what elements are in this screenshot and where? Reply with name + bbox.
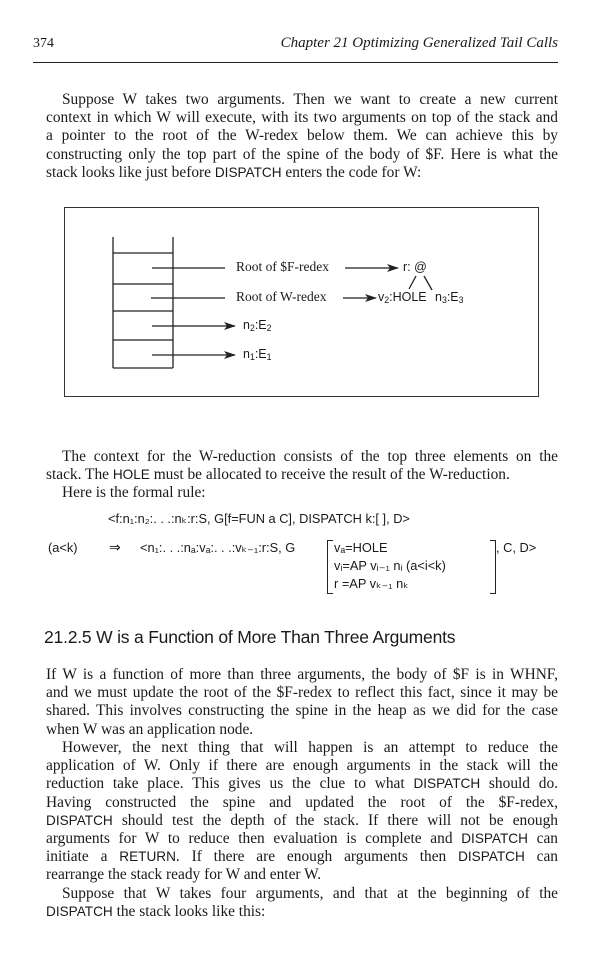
text-line: reduction take place. This gives us the clue to what DISPATCH should do. bbox=[46, 775, 558, 793]
rule-rhs-suffix: , C, D> bbox=[496, 540, 537, 555]
keyword: DISPATCH bbox=[413, 776, 481, 792]
paragraph-four-args bbox=[46, 885, 558, 921]
text-line: initiate a RETURN. If there are enough arguments then DISPATCH can bbox=[46, 848, 558, 866]
keyword: DISPATCH bbox=[461, 830, 528, 846]
node-subscript: 1 bbox=[249, 352, 255, 362]
text-line: Suppose W takes two arguments. Then we want to create a new current bbox=[62, 91, 558, 108]
page-number: 374 bbox=[33, 36, 54, 51]
node-text: :E bbox=[254, 347, 267, 361]
rule-condition: (a<k) bbox=[48, 540, 78, 555]
node-subscript: 2 bbox=[249, 323, 255, 333]
node-n1-e1 bbox=[243, 347, 272, 362]
node-text: :E bbox=[446, 290, 459, 304]
text-line: a pointer to the root of the W-redex below them. We can achieve this by bbox=[46, 127, 558, 145]
keyword: DISPATCH bbox=[46, 812, 113, 828]
node-subscript: 1 bbox=[266, 352, 272, 362]
paragraph-dispatch bbox=[46, 739, 558, 885]
section-heading: 21.2.5 W is a Function of More Than Three Arguments bbox=[44, 627, 456, 647]
bracket-line: vₐ=HOLE bbox=[334, 540, 388, 555]
node-v2-hole bbox=[378, 290, 427, 305]
node-text: n bbox=[243, 347, 250, 361]
text-line: DISPATCH should test the depth of the stack. If there will not be enough bbox=[46, 811, 558, 829]
node-subscript: 3 bbox=[458, 295, 464, 305]
keyword: RETURN bbox=[119, 849, 176, 865]
node-text: v bbox=[378, 290, 385, 304]
text-line: stack looks like just before DISPATCH enters the code for W: bbox=[46, 163, 422, 181]
node-text: n bbox=[243, 318, 250, 332]
text-line: shared. This involves constructing the spine in the heap as we did for the case bbox=[46, 702, 558, 720]
text-line: application of W. Only if there are enough arguments in the stack will the bbox=[46, 757, 558, 775]
text-line: context in which W will execute, with its two arguments on top of the stack and bbox=[46, 109, 558, 127]
paragraph-whnf bbox=[46, 666, 558, 739]
node-n3-e3 bbox=[435, 290, 464, 305]
tree-edge-right bbox=[424, 276, 432, 290]
text-line: DISPATCH the stack looks like this: bbox=[46, 903, 266, 921]
bracket-line: r =AP vₖ₋₁ nₖ bbox=[334, 576, 409, 591]
keyword: DISPATCH bbox=[46, 904, 113, 920]
text-line: stack. The HOLE must be allocated to receive the result of the W-reduction. bbox=[46, 466, 510, 484]
running-title: Chapter 21 Optimizing Generalized Tail Calls bbox=[280, 35, 558, 51]
text-line: arguments for W to reduce then evaluation is complete and DISPATCH can bbox=[46, 829, 558, 847]
left-bracket bbox=[327, 540, 333, 594]
keyword: DISPATCH bbox=[214, 164, 282, 180]
text-line: when W was an application node. bbox=[46, 720, 254, 738]
node-n2-e2 bbox=[243, 318, 272, 333]
node-text: n bbox=[435, 290, 442, 304]
label-root-w-redex: Root of W-redex bbox=[236, 289, 327, 304]
text-line: rearrange the stack ready for W and enter W. bbox=[46, 866, 322, 884]
rule-rhs-prefix: <n₁:. . .:nₐ:vₐ:. . .:vₖ₋₁:r:S, G bbox=[140, 540, 296, 555]
node-subscript: 2 bbox=[266, 323, 272, 333]
stack-frame bbox=[113, 237, 173, 368]
node-text: :E bbox=[254, 318, 267, 332]
node-text: :HOLE bbox=[389, 290, 427, 304]
implies-arrow-icon: ⇒ bbox=[109, 539, 121, 555]
keyword: HOLE bbox=[112, 467, 150, 483]
node-subscript: 3 bbox=[441, 295, 447, 305]
text-line: However, the next thing that will happen is an attempt to reduce the bbox=[62, 739, 558, 756]
paragraph-context bbox=[46, 448, 558, 503]
text-line: constructing only the top part of the spine of the body of $F. Here is what the bbox=[46, 145, 558, 163]
text-line: and we must update the root of the $F-redex to reflect this fact, since it may be bbox=[46, 684, 558, 702]
text-line: Here is the formal rule: bbox=[62, 484, 206, 502]
rule-lhs: <f:n₁:n₂:. . .:nₖ:r:S, G[f=FUN a C], DISPATCH k:[ ], D> bbox=[108, 511, 410, 526]
text-line: If W is a function of more than three arguments, the body of $F is in WHNF, bbox=[46, 666, 558, 683]
node-subscript: 2 bbox=[384, 295, 390, 305]
bracket-line: vᵢ=AP vᵢ₋₁ nᵢ (a<i<k) bbox=[334, 558, 446, 573]
label-root-f-redex: Root of $F-redex bbox=[236, 259, 329, 274]
node-r-application: r: @ bbox=[403, 260, 427, 274]
keyword: DISPATCH bbox=[458, 849, 525, 865]
tree-edge-left bbox=[409, 276, 416, 289]
text-line: Having constructed the spine and updated the root of the $F-redex, bbox=[46, 793, 558, 811]
text-line: The context for the W-reduction consists of the top three elements on the bbox=[62, 448, 558, 465]
text-line: Suppose that W takes four arguments, and that at the beginning of the bbox=[62, 885, 558, 902]
